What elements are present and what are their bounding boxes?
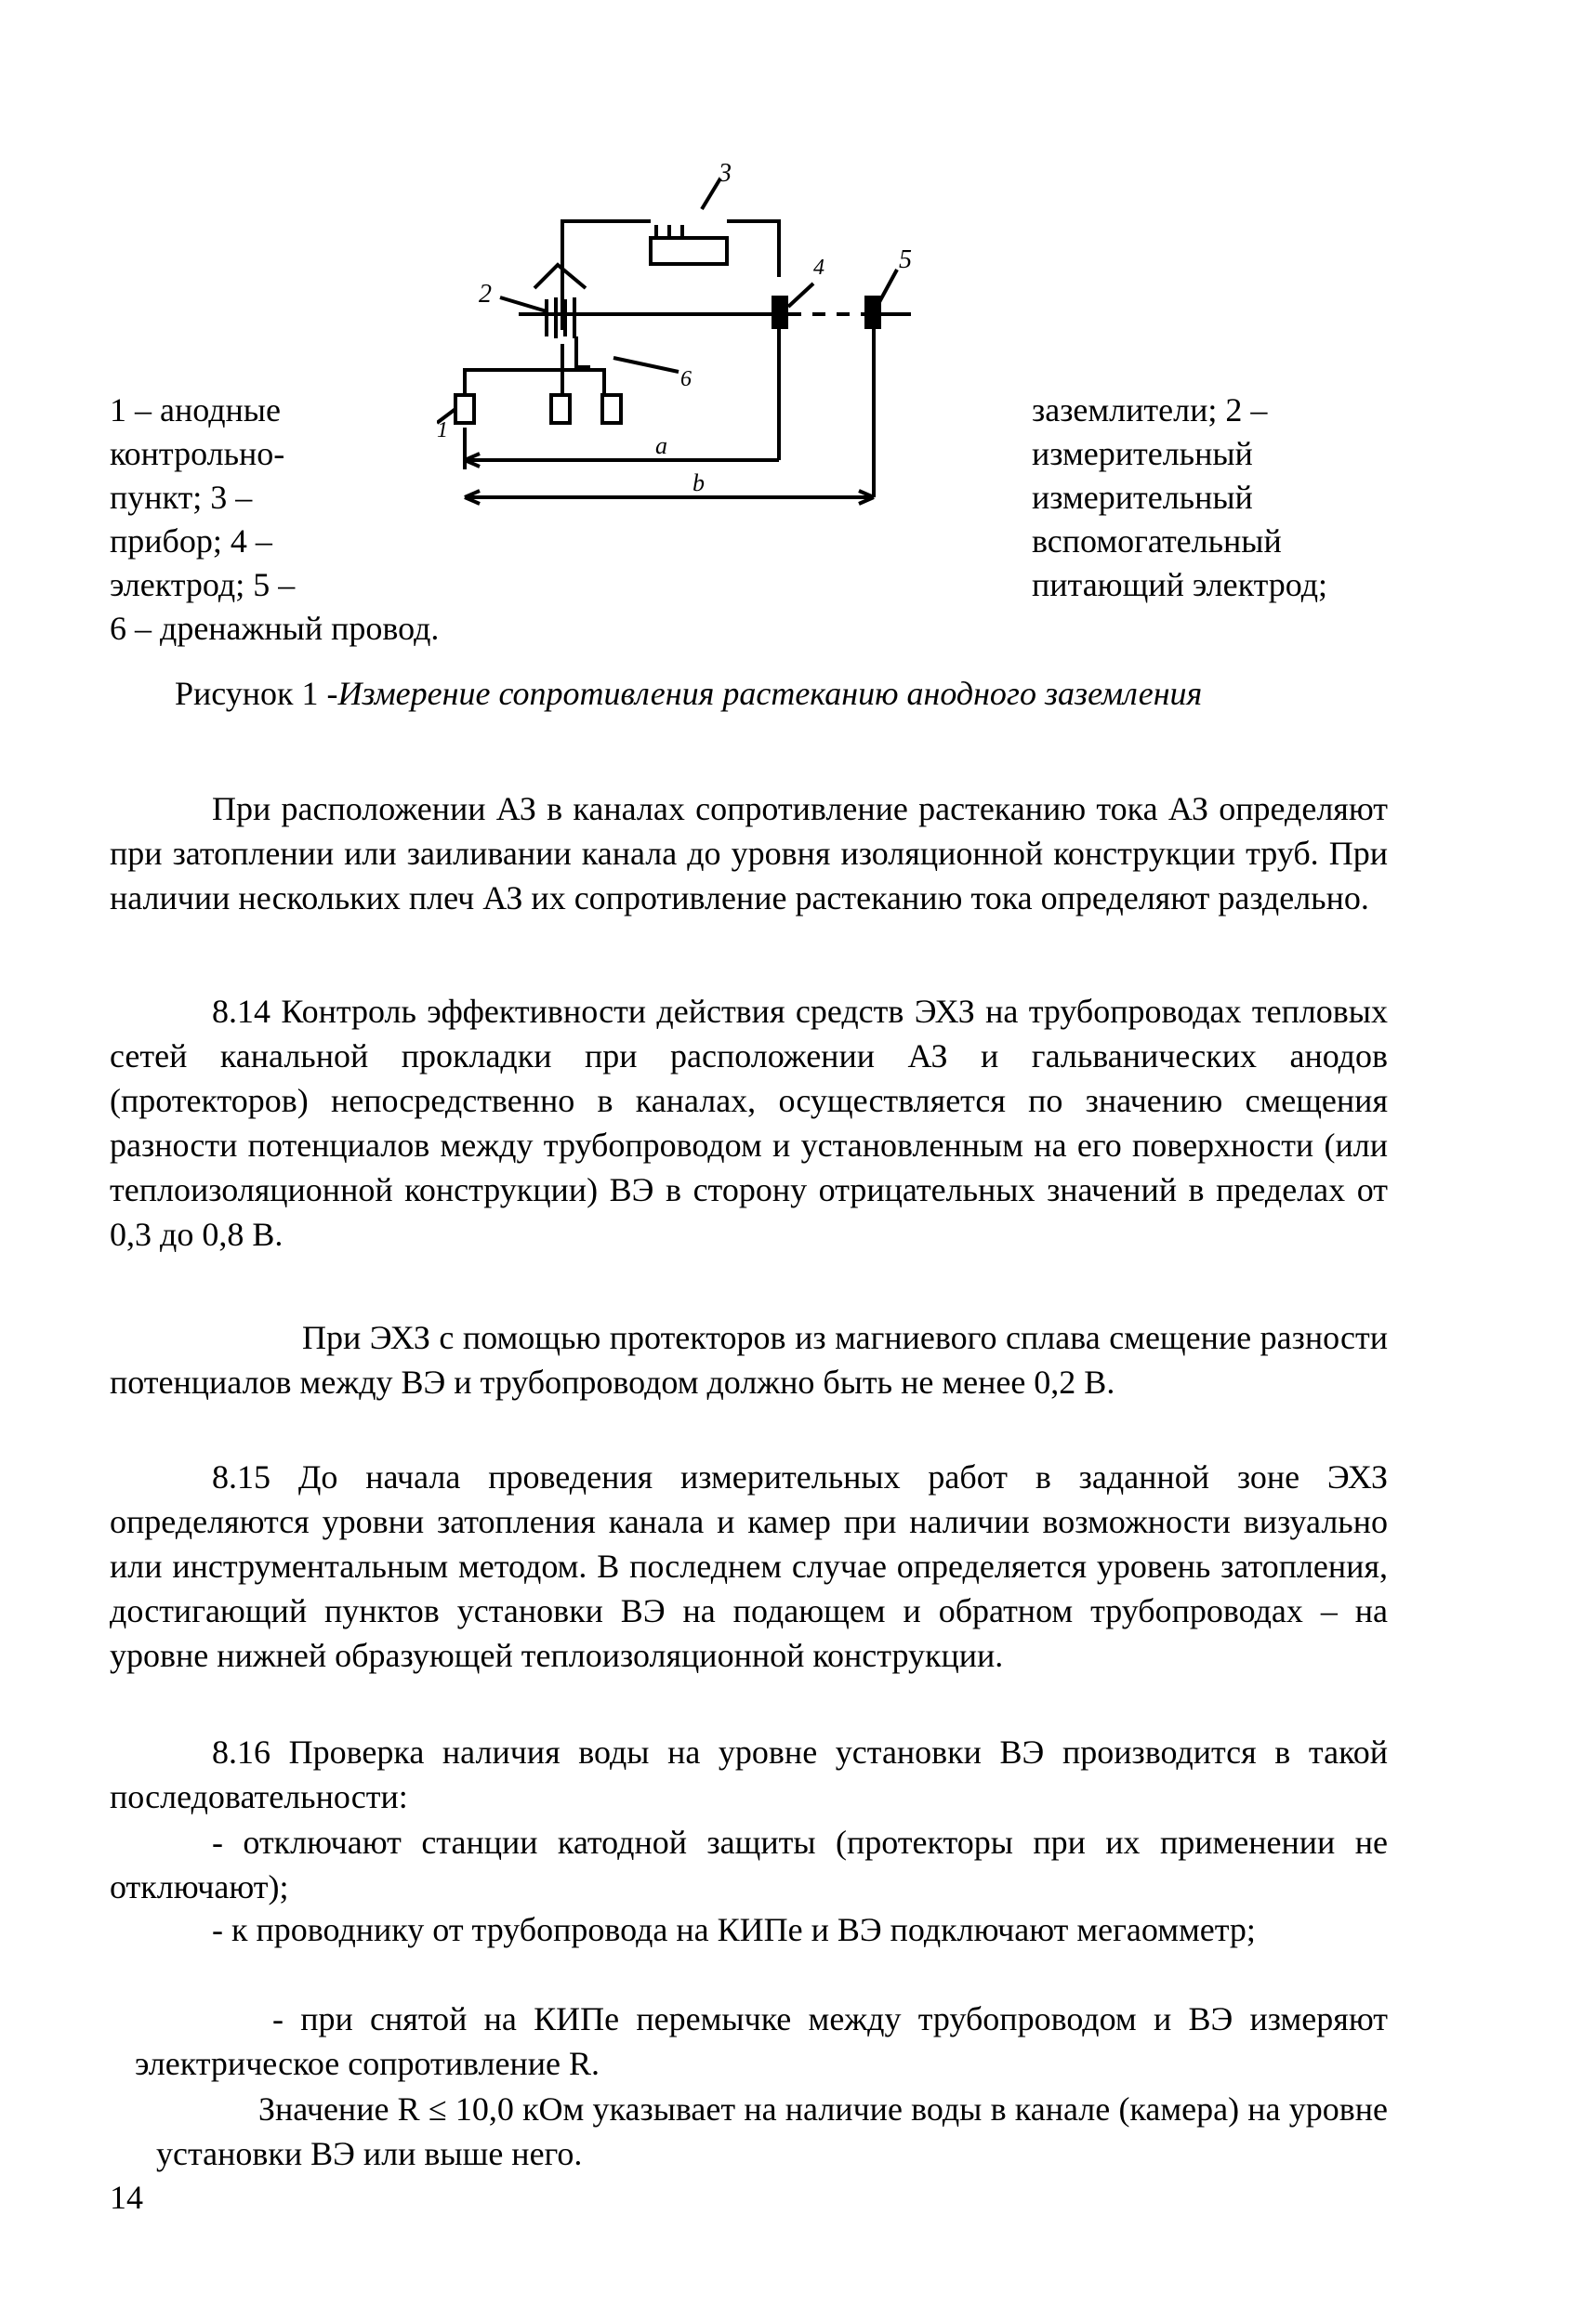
- legend-right-line: вспомогательный: [1032, 522, 1282, 560]
- label-3: 3: [719, 159, 732, 188]
- label-b: b: [692, 469, 705, 496]
- label-5: 5: [899, 245, 912, 274]
- legend-right-line: заземлители; 2 –: [1032, 391, 1268, 428]
- legend-left-line: контрольно-: [110, 435, 285, 472]
- label-4: 4: [813, 256, 824, 280]
- legend-right-line: измерительный: [1032, 435, 1253, 472]
- measurement-schematic: [437, 158, 957, 548]
- page-number: 14: [110, 2179, 143, 2216]
- caption-text: Измерение сопротивления растеканию анодного заземления: [337, 675, 1203, 712]
- legend-left-line: электрод; 5 –: [110, 566, 296, 603]
- paragraph: При ЭХЗ с помощью протекторов из магниевого сплава смещение разности потенциалов между ВЭ и трубопроводом должно быть не менее 0,2 В.: [110, 1319, 1388, 1401]
- label-6: 6: [680, 367, 692, 391]
- paragraph-8-14: 8.14 Контроль эффективности действия средств ЭХЗ на трубопроводах тепловых сетей канальной прокладки при расположении АЗ и гальванических анодов (протекторов) непосредственно в каналах, осуществляется по значению смещения разности потенциалов между трубопроводом и установленным на его поверхности (или теплоизоляционной конструкции) ВЭ в сторону отрицательных значений в пределах от 0,3 до 0,8 В.: [110, 993, 1388, 1253]
- list-item: - при снятой на КИПе перемычке между трубопроводом и ВЭ измеряют электрическое сопротивление R.: [135, 2000, 1388, 2082]
- legend-left-line: прибор; 4 –: [110, 522, 272, 560]
- legend-right-line: питающий электрод;: [1032, 566, 1328, 603]
- legend-right: [1032, 389, 1327, 607]
- paragraph-8-15: 8.15 До начала проведения измерительных работ в заданной зоне ЭХЗ определяются уровни затопления канала и камер при наличии возможности визуально или инструментальным методом. В последнем случае определяется уровень затопления, достигающий пунктов установки ВЭ на подающем и обратном трубопроводах – на уровне нижней образующей теплоизоляционной конструкции.: [110, 1458, 1388, 1674]
- legend-left: [110, 389, 439, 651]
- legend-left-line: пункт; 3 –: [110, 479, 253, 516]
- legend-left-line: 6 – дренажный провод.: [110, 610, 440, 647]
- label-1: 1: [437, 418, 448, 442]
- label-2: 2: [479, 280, 492, 309]
- legend-right-line: измерительный: [1032, 479, 1253, 516]
- paragraph: Значение R ≤ 10,0 кОм указывает на наличие воды в канале (камера) на уровне установки ВЭ или выше него.: [156, 2090, 1388, 2172]
- list-item: - отключают станции катодной защиты (протекторы при их применении не отключают);: [110, 1824, 1388, 1905]
- list-item: - к проводнику от трубопровода на КИПе и ВЭ подключают мегаомметр;: [212, 1911, 1256, 1948]
- figure-caption: [175, 671, 1202, 716]
- paragraph-8-16: 8.16 Проверка наличия воды на уровне установки ВЭ производится в такой последовательности:: [110, 1734, 1388, 1815]
- caption-prefix: Рисунок 1 -: [175, 675, 338, 712]
- paragraph: При расположении АЗ в каналах сопротивление растеканию тока АЗ определяют при затоплении или заиливании канала до уровня изоляционной конструкции труб. При наличии нескольких плеч АЗ их сопротивление растеканию тока определяют раздельно.: [110, 790, 1388, 916]
- legend-left-line: 1 – анодные: [110, 391, 281, 428]
- label-a: a: [655, 432, 667, 459]
